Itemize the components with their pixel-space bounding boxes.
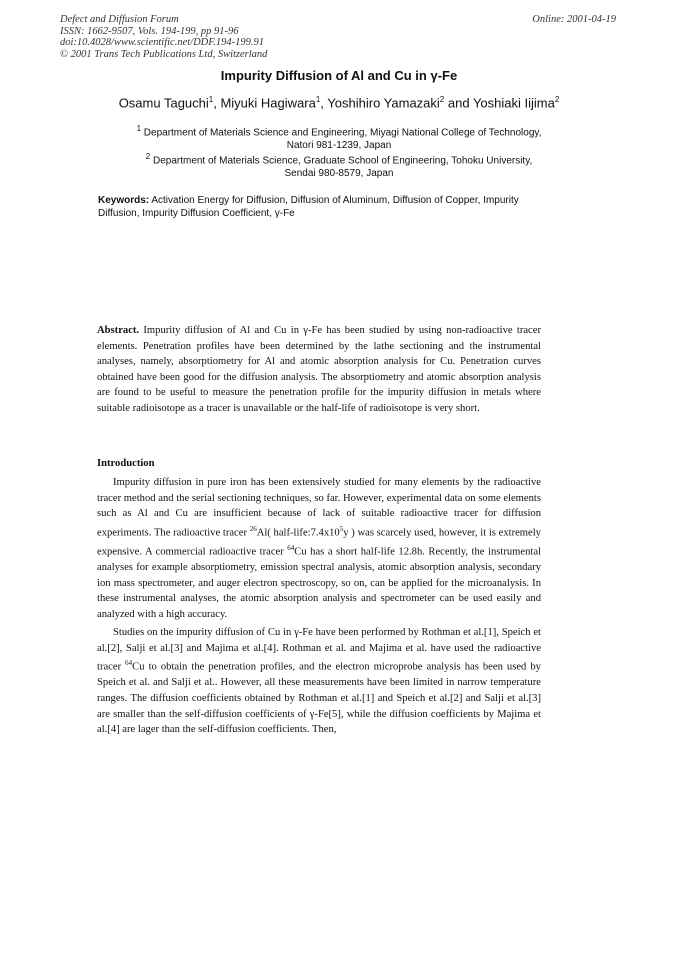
- online-date: Online: 2001-04-19: [532, 14, 616, 25]
- copyright-line: © 2001 Trans Tech Publications Ltd, Switzerland: [60, 48, 268, 60]
- journal-name: Defect and Diffusion Forum: [60, 14, 179, 25]
- journal-header: [60, 14, 267, 60]
- keywords-block: [98, 194, 548, 220]
- author-separator: ,: [320, 95, 328, 111]
- affiliation-line: Department of Materials Science and Engineering, Miyagi National College of Technology,: [143, 127, 542, 139]
- author-affiliation-mark: 2: [554, 95, 560, 104]
- affiliation-1: [0, 122, 678, 152]
- author-name: Yoshiaki Iijima: [472, 95, 555, 111]
- paragraph-text: Studies on the impurity diffusion of Cu in γ-Fe have been performed by Rothman et al.[1], Speich et al.[2], Salji et al.[3] and Majima et al.[4]. Rothman et al. and Majima et al. have used the radioactive tracer: [97, 627, 541, 673]
- author-affiliation-mark: 1: [208, 95, 214, 104]
- exponent: 5: [339, 524, 344, 533]
- author-list: [0, 95, 678, 110]
- section-heading-introduction: Introduction: [97, 458, 155, 469]
- author-name: Miyuki Hagiwara: [220, 95, 316, 111]
- author-affiliation-mark: 1: [315, 95, 321, 104]
- paragraph-text: Impurity diffusion in pure iron has been extensively studied for many elements by the radioactive tracer method and the serial sectioning techniques, so far. However, experimental data on some elements such as Al and Cu are insufficient because of lack of suitable radioactive tracer for diffusion experiments. The radioactive tracer: [97, 477, 541, 539]
- affiliation-mark: 2: [145, 152, 151, 161]
- affiliation-2: [0, 150, 678, 180]
- isotope-mass-number: 64: [287, 543, 295, 552]
- affiliation-mark: 1: [136, 124, 142, 133]
- paragraph-text: y ) was scarcely used, however, it is extremely expensive. A commercial radioactive tracer: [97, 527, 541, 558]
- introduction-paragraph-1: [97, 475, 541, 622]
- paper-title: Impurity Diffusion of Al and Cu in γ-Fe: [220, 68, 458, 83]
- affiliation-line: Department of Materials Science, Graduate School of Engineering, Tohoku University,: [152, 155, 533, 167]
- paragraph-text: Cu has a short half-life 12.8h. Recently, the instrumental analyses for example absorptiometry, emission spectral analysis, atomic absorption analysis, secondary ion mass spectrometer, and auger electron spectroscopy, so on, can be applied for the microanalysis. In these instrumental analyses, the atomic absorption analysis and spectrometer can be used easily and analyzed with a high accuracy.: [97, 546, 541, 620]
- introduction-paragraph-2: [97, 625, 541, 738]
- author-name: Yoshihiro Yamazaki: [327, 95, 440, 111]
- issn-line: ISSN: 1662-9507, Vols. 194-199, pp 91-96: [60, 25, 239, 37]
- keywords-label: Keywords:: [98, 195, 150, 206]
- author-separator: ,: [213, 95, 221, 111]
- abstract-label: Abstract.: [97, 325, 140, 336]
- paragraph-text: Cu to obtain the penetration profiles, and the electron microprobe analysis has been used by Speich et al. and Salji et al.. However, all these measurements have been limited in narrow temperature ranges. The diffusion coefficients obtained by Rothman et al.[1] and Speich et al.[2] and Salji et al.[3] are smaller than the self-diffusion coefficients of γ-Fe[5], while the diffusion coefficients by Majima et al.[4] are lager than the self-diffusion coefficients. Then,: [97, 661, 541, 736]
- isotope-mass-number: 64: [125, 659, 133, 668]
- author-name: Osamu Taguchi: [118, 95, 209, 111]
- abstract-text: Impurity diffusion of Al and Cu in γ-Fe has been studied by using non-radioactive tracer elements. Penetration profiles have been determined by the lathe sectioning and the instrumental analyses, namely, absorptiometry for Al and atomic absorption analysis for Cu. Penetration curves obtained have been good for the diffusion analysis. The absorptiometry and atomic absorption analysis are found to be useful to measure the penetration profile for the impurity diffusion in metals where suitable radioisotope as a tracer is unavailable or the half-life of radioisotope is very short.: [97, 325, 541, 414]
- doi-line: doi:10.4028/www.scientific.net/DDF.194-199.91: [60, 37, 265, 48]
- abstract-paragraph: [97, 323, 541, 417]
- author-separator: and: [444, 95, 473, 111]
- paragraph-text: Al( half-life:7.4x10: [256, 527, 340, 539]
- keywords-text: Activation Energy for Diffusion, Diffusion of Aluminum, Diffusion of Copper, Impurity Diffusion, Impurity Diffusion Coefficient, γ-Fe: [98, 195, 519, 219]
- affiliation-line: Natori 981-1239, Japan: [286, 140, 392, 152]
- isotope-mass-number: 26: [249, 524, 257, 533]
- affiliation-line: Sendai 980-8579, Japan: [284, 168, 394, 180]
- author-affiliation-mark: 2: [439, 95, 445, 104]
